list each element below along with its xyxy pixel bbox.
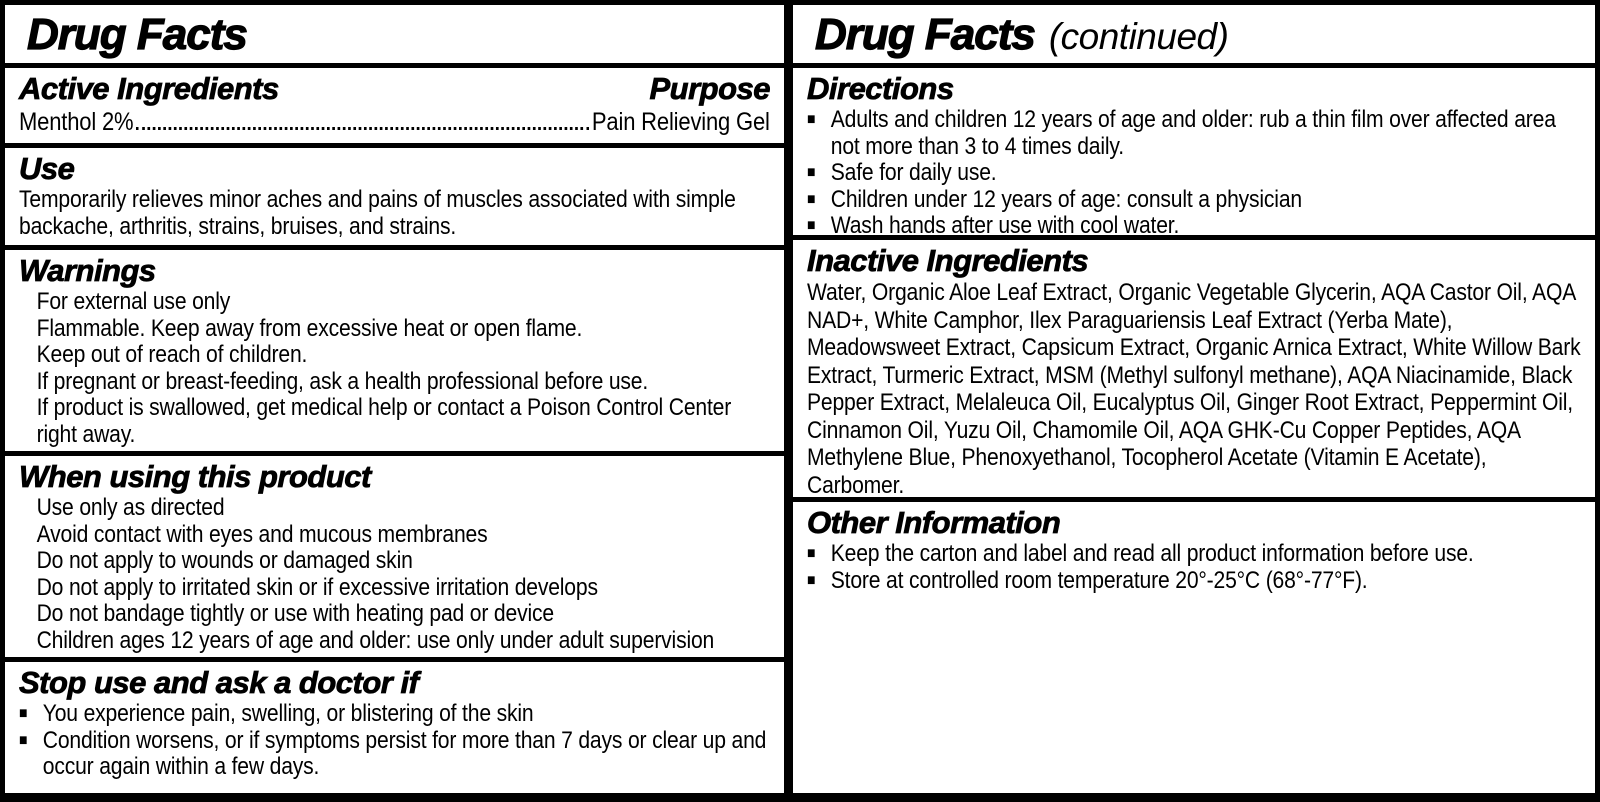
inactive-ingredients-text: Water, Organic Aloe Leaf Extract, Organic Vegetable Glycerin, AQA Castor Oil, AQA NAD+, White Camphor, Ilex Paraguariensis Leaf Extract (Yerba Mate), Meadowsweet Extract, Capsicum Extract, Organic Arnica Extract, White Willow Bark Extract, Turmeric Extract, MSM (Methyl sulfonyl methane), AQA Niacinamide, Black Pepper Extract, Melaleuca Oil, Eucalyptus Oil, Ginger Root Extract, Peppermint Oil, Cinnamon Oil, Yuzu Oil, Chamomile Oil, AQA GHK-Cu Copper Peptides, AQA Methylene Blue, Phenoxyethanol, Tocopherol Acetate (Vitamin E Acetate), Carbomer.	[807, 279, 1581, 497]
stop-use-bullet-item	[19, 701, 770, 728]
warning-line: Keep out of reach of children.	[36, 341, 308, 368]
section-inactive-ingredients	[793, 235, 1595, 497]
directions-bullet-item	[807, 213, 1581, 235]
warnings-heading: Warnings	[19, 253, 156, 288]
right-panel-titlebar	[793, 5, 1595, 63]
stop-use-body	[19, 701, 770, 781]
section-stop-use	[5, 657, 784, 793]
other-information-bullet-item	[807, 541, 1581, 568]
bullet-square-icon: ■	[807, 217, 816, 234]
other-information-heading: Other Information	[807, 505, 1061, 540]
purpose-value: Pain Relieving Gel	[591, 108, 770, 136]
section-use	[5, 143, 784, 245]
active-ingredients-heading: Active Ingredients	[19, 71, 279, 106]
continued-label: (continued)	[1048, 16, 1229, 57]
section-other-information	[793, 497, 1595, 793]
bullet-square-icon: ■	[807, 190, 816, 208]
stop-use-bullet-item	[19, 728, 770, 781]
bullet-square-icon: ■	[807, 545, 816, 562]
use-heading: Use	[19, 151, 75, 186]
directions-bullet-text: Wash hands after use with cool water.	[830, 212, 1180, 235]
drug-facts-panel-left	[0, 0, 789, 802]
when-using-heading: When using this product	[19, 459, 371, 494]
when-using-line: Do not apply to irritated skin or if excessive irritation develops	[36, 573, 598, 601]
ingredient-row	[19, 107, 770, 137]
directions-bullet-item	[807, 160, 1581, 187]
directions-heading: Directions	[807, 71, 954, 106]
warning-line: For external use only	[36, 288, 231, 315]
bullet-square-icon: ■	[807, 571, 816, 589]
bullet-square-icon: ■	[19, 705, 28, 722]
directions-bullet-item	[807, 187, 1581, 214]
when-using-line: Use only as directed	[36, 494, 225, 521]
dotted-leader	[136, 127, 589, 130]
other-information-bullet-item	[807, 568, 1581, 595]
inactive-ingredients-body	[807, 279, 1581, 497]
stop-use-heading: Stop use and ask a doctor if	[19, 665, 419, 700]
use-body	[19, 187, 770, 240]
use-text: Temporarily relieves minor aches and pains of muscles associated with simple backache, arthritis, strains, bruises, and strains.	[19, 186, 736, 240]
warnings-body	[19, 289, 770, 448]
when-using-line: Do not bandage tightly or use with heating pad or device	[36, 600, 554, 627]
when-using-body	[19, 495, 770, 654]
warning-line: If product is swallowed, get medical help or contact a Poison Control Center right away.	[36, 394, 732, 448]
section-active-ingredients	[5, 63, 784, 143]
directions-bullet-text: Adults and children 12 years of age and older: rub a thin film over affected area not more than 3 to 4 times daily.	[830, 106, 1556, 160]
purpose-heading: Purpose	[649, 71, 770, 106]
warning-line: Flammable. Keep away from excessive heat or open flame.	[36, 314, 583, 342]
other-information-bullet-text: Store at controlled room temperature 20°-25°C (68°-77°F).	[830, 566, 1368, 594]
ingredient-name: Menthol 2%	[19, 108, 134, 136]
bullet-square-icon: ■	[807, 111, 816, 128]
drug-facts-panel-right	[789, 0, 1600, 802]
active-ingredients-header-row	[19, 70, 770, 107]
directions-bullet-item	[807, 107, 1581, 160]
other-information-body	[807, 541, 1581, 594]
section-when-using	[5, 451, 784, 657]
when-using-line: Do not apply to wounds or damaged skin	[36, 547, 413, 574]
directions-bullet-text: Safe for daily use.	[830, 159, 997, 186]
stop-use-bullet-text: You experience pain, swelling, or blistering of the skin	[42, 700, 534, 727]
bullet-square-icon: ■	[807, 164, 816, 181]
drug-facts-title: Drug Facts	[27, 10, 247, 59]
directions-bullet-text: Children under 12 years of age: consult a physician	[830, 185, 1302, 213]
other-information-bullet-text: Keep the carton and label and read all product information before use.	[830, 540, 1474, 567]
warning-line: If pregnant or breast-feeding, ask a health professional before use.	[36, 367, 649, 395]
directions-body	[807, 107, 1581, 235]
stop-use-bullet-text: Condition worsens, or if symptoms persist for more than 7 days or clear up and occur again within a few days.	[42, 726, 767, 780]
section-directions	[793, 63, 1595, 235]
left-panel-titlebar	[5, 5, 784, 63]
bullet-square-icon: ■	[19, 731, 28, 749]
inactive-ingredients-heading: Inactive Ingredients	[807, 243, 1089, 278]
when-using-line: Avoid contact with eyes and mucous membranes	[36, 520, 488, 548]
active-ingredients-body	[19, 107, 770, 137]
drug-facts-title-continued: Drug Facts	[815, 10, 1035, 59]
section-warnings	[5, 245, 784, 451]
when-using-line: Children ages 12 years of age and older: use only under adult supervision	[36, 626, 715, 654]
